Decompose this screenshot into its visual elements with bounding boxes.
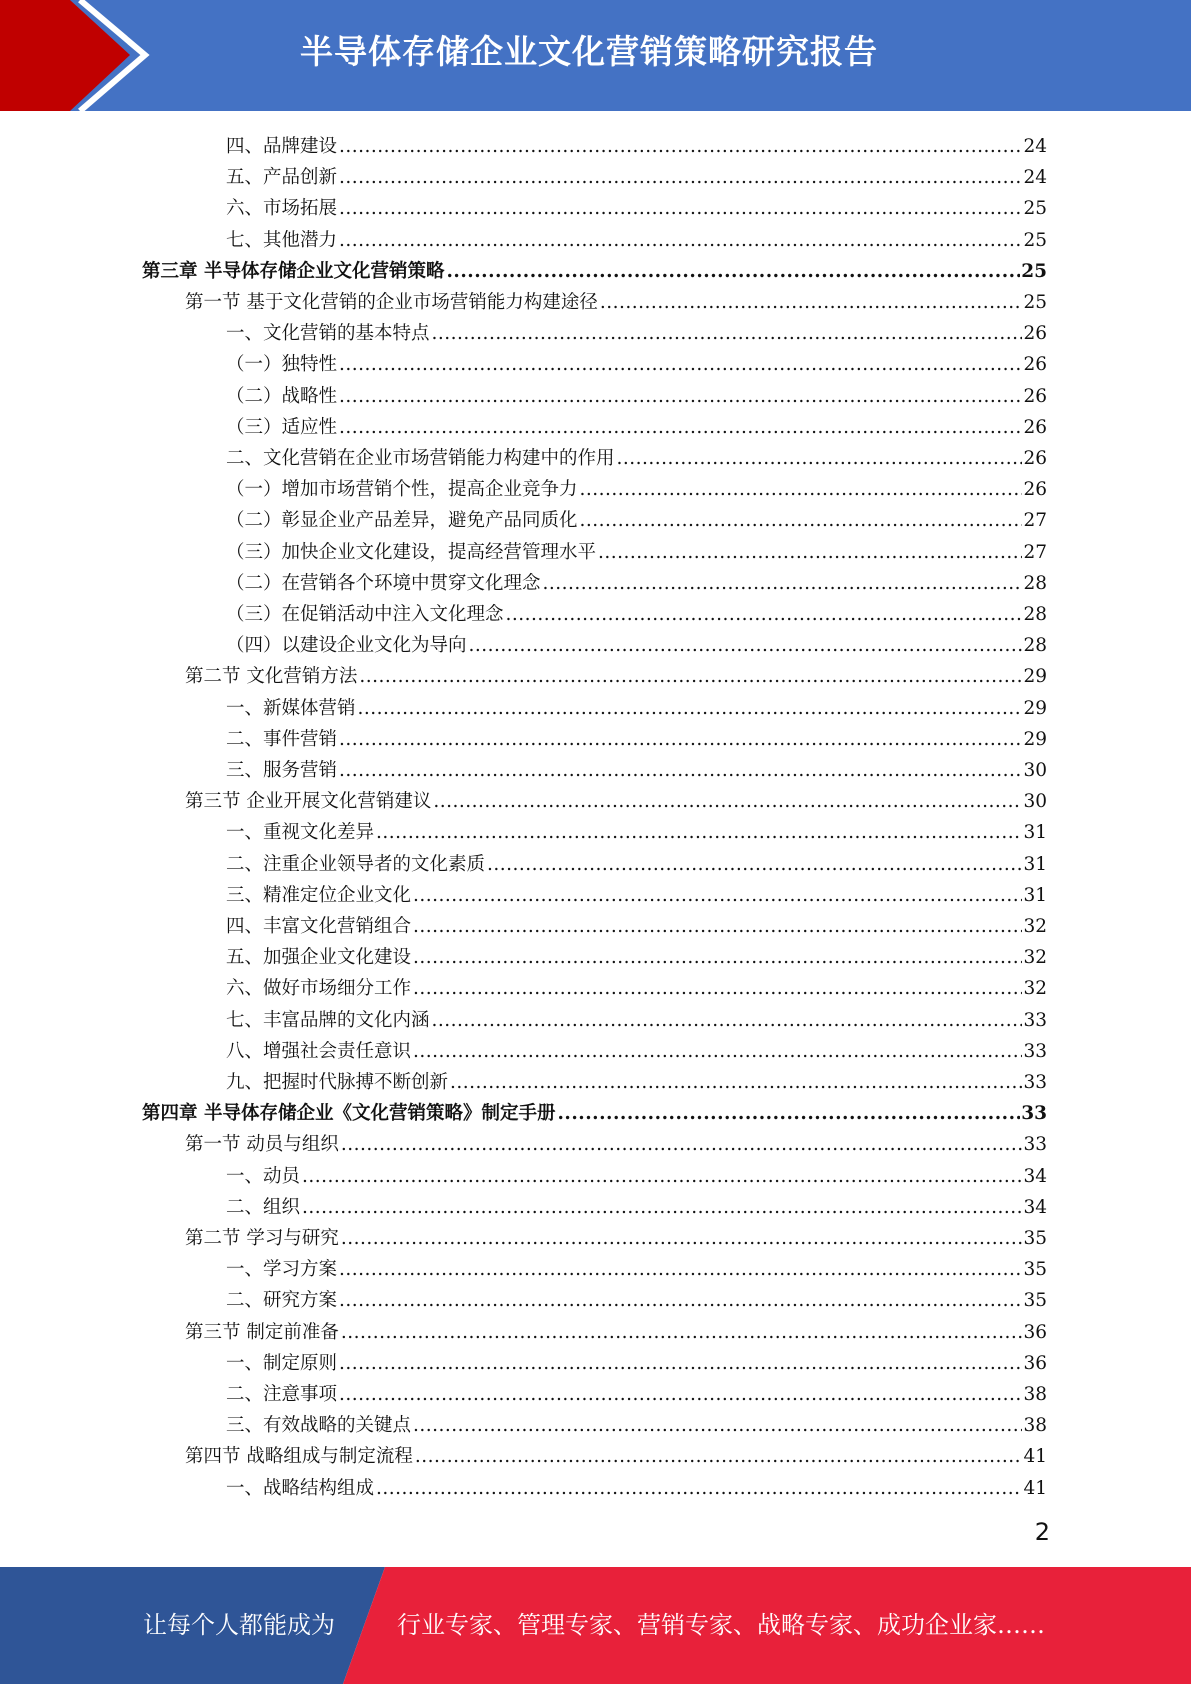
toc-entry-page: 35 bbox=[1023, 1290, 1047, 1312]
toc-entry[interactable] bbox=[226, 189, 1047, 220]
toc-entry-page: 34 bbox=[1023, 1196, 1047, 1218]
toc-leader-dots bbox=[339, 1290, 1022, 1312]
toc-leader-dots bbox=[358, 698, 1023, 720]
toc-entry-label: （二）在营销各个环境中贯穿文化理念 bbox=[226, 572, 541, 594]
toc-leader-dots bbox=[339, 1353, 1022, 1375]
toc-entry-page: 38 bbox=[1023, 1415, 1047, 1437]
toc-entry-page: 30 bbox=[1023, 760, 1047, 781]
toc-entry-label: 三、精准定位企业文化 bbox=[226, 884, 412, 906]
toc-entry-label: 第三节 企业开展文化营销建议 bbox=[185, 791, 432, 813]
toc-entry-label: 第三节 制定前准备 bbox=[185, 1321, 339, 1343]
toc-entry-label: 五、加强企业文化建设 bbox=[226, 947, 412, 969]
toc-entry-label: 四、丰富文化营销组合 bbox=[226, 916, 412, 937]
toc-entry-label: （三）加快企业文化建设，提高经营管理水平 bbox=[226, 541, 597, 563]
toc-entry-page: 25 bbox=[1023, 229, 1047, 251]
toc-leader-dots bbox=[413, 1415, 1022, 1437]
toc-entry[interactable] bbox=[226, 626, 1047, 657]
toc-leader-dots bbox=[341, 1134, 1023, 1156]
toc-entry-page: 25 bbox=[1021, 260, 1047, 282]
footer-slogan-right: 行业专家、管理专家、营销专家、战略专家、成功企业家…… bbox=[397, 1611, 1045, 1639]
toc-entry-label: 二、组织 bbox=[226, 1196, 301, 1218]
toc-entry[interactable] bbox=[185, 657, 1047, 688]
toc-entry-page: 25 bbox=[1023, 198, 1047, 220]
toc-leader-dots bbox=[506, 604, 1023, 626]
toc-entry[interactable] bbox=[226, 845, 1047, 876]
toc-leader-dots bbox=[580, 510, 1023, 532]
toc-leader-dots bbox=[359, 666, 1022, 688]
toc-entry-label: （二）彰显企业产品差异，避免产品同质化 bbox=[226, 510, 578, 532]
toc-entry-page: 38 bbox=[1023, 1384, 1047, 1405]
toc-entry[interactable] bbox=[185, 283, 1047, 314]
toc-leader-dots bbox=[600, 292, 1023, 314]
toc-leader-dots bbox=[543, 573, 1023, 595]
toc-entry[interactable] bbox=[226, 595, 1047, 626]
toc-entry[interactable] bbox=[226, 907, 1047, 938]
toc-entry[interactable] bbox=[226, 501, 1047, 532]
toc-entry-label: （一）增加市场营销个性，提高企业竞争力 bbox=[226, 479, 578, 501]
toc-entry-page: 27 bbox=[1023, 541, 1047, 563]
toc-leader-dots bbox=[339, 354, 1022, 376]
toc-entry-page: 27 bbox=[1023, 510, 1047, 532]
footer-banner bbox=[0, 1567, 1191, 1684]
toc-leader-dots bbox=[339, 417, 1022, 439]
toc-entry[interactable] bbox=[226, 751, 1047, 782]
toc-leader-dots bbox=[339, 136, 1022, 158]
toc-entry-label: 第一节 动员与组织 bbox=[185, 1134, 339, 1156]
toc-entry[interactable] bbox=[226, 720, 1047, 751]
toc-leader-dots bbox=[339, 386, 1022, 408]
toc-entry-page: 26 bbox=[1023, 448, 1047, 469]
toc-entry-page: 31 bbox=[1023, 853, 1047, 875]
toc-leader-dots bbox=[341, 1228, 1023, 1250]
toc-entry-label: （二）战略性 bbox=[226, 385, 338, 407]
toc-entry[interactable] bbox=[226, 1469, 1047, 1500]
document-title: 半导体存储企业文化营销策略研究报告 bbox=[300, 32, 878, 71]
toc-entry[interactable] bbox=[226, 938, 1047, 969]
header-banner bbox=[0, 0, 1191, 111]
toc-leader-dots bbox=[376, 822, 1022, 844]
toc-entry-label: （三）适应性 bbox=[226, 416, 338, 438]
toc-entry-label: 一、文化营销的基本特点 bbox=[226, 323, 430, 345]
toc-entry-page: 29 bbox=[1023, 666, 1047, 688]
toc-leader-dots bbox=[302, 1197, 1022, 1219]
toc-entry[interactable] bbox=[226, 470, 1047, 501]
toc-entry-page: 29 bbox=[1023, 697, 1047, 719]
toc-leader-dots bbox=[487, 854, 1022, 876]
toc-leader-dots bbox=[413, 947, 1022, 969]
toc-leader-dots bbox=[339, 729, 1022, 751]
toc-entry-label: 二、注意事项 bbox=[226, 1384, 338, 1405]
toc-leader-dots bbox=[413, 885, 1022, 907]
toc-entry[interactable] bbox=[226, 345, 1047, 376]
toc-entry-label: （三）在促销活动中注入文化理念 bbox=[226, 604, 504, 625]
toc-entry[interactable] bbox=[226, 1032, 1047, 1063]
toc-entry[interactable] bbox=[226, 439, 1047, 470]
toc-entry-page: 32 bbox=[1023, 978, 1047, 1000]
toc-entry-label: 三、有效战略的关键点 bbox=[226, 1415, 412, 1437]
toc-entry[interactable] bbox=[226, 876, 1047, 907]
toc-entry[interactable] bbox=[226, 314, 1047, 345]
toc-entry-label: 六、市场拓展 bbox=[226, 198, 338, 220]
toc-entry-label: 四、品牌建设 bbox=[226, 136, 338, 157]
toc-leader-dots bbox=[450, 1072, 1022, 1094]
toc-entry[interactable] bbox=[185, 1437, 1047, 1468]
toc-entry[interactable] bbox=[185, 1313, 1047, 1344]
toc-entry-label: 二、文化营销在企业市场营销能力构建中的作用 bbox=[226, 448, 615, 469]
toc-entry-label: 二、研究方案 bbox=[226, 1290, 338, 1312]
toc-entry-page: 29 bbox=[1023, 728, 1047, 750]
toc-entry-page: 24 bbox=[1023, 136, 1047, 157]
toc-entry-page: 34 bbox=[1023, 1165, 1047, 1187]
toc-leader-dots bbox=[557, 1103, 1020, 1125]
toc-leader-dots bbox=[413, 916, 1022, 938]
toc-entry-label: 七、丰富品牌的文化内涵 bbox=[226, 1009, 430, 1031]
toc-entry-label: 一、动员 bbox=[226, 1165, 301, 1187]
page-number: 2 bbox=[1034, 1518, 1050, 1546]
toc-entry[interactable] bbox=[226, 221, 1047, 252]
toc-entry-page: 26 bbox=[1023, 385, 1047, 407]
toc-entry-label: 一、制定原则 bbox=[226, 1352, 338, 1374]
toc-entry-page: 35 bbox=[1023, 1259, 1047, 1281]
toc-entry-page: 24 bbox=[1023, 167, 1047, 189]
toc-entry-label: 第一节 基于文化营销的企业市场营销能力构建途径 bbox=[185, 292, 598, 313]
toc-leader-dots bbox=[446, 261, 1020, 283]
toc-leader-dots bbox=[469, 635, 1023, 657]
toc-entry-label: 二、事件营销 bbox=[226, 728, 338, 750]
toc-leader-dots bbox=[339, 167, 1022, 189]
toc-entry[interactable] bbox=[226, 408, 1047, 439]
toc-entry[interactable] bbox=[142, 1094, 1047, 1125]
toc-leader-dots bbox=[580, 479, 1023, 501]
toc-leader-dots bbox=[376, 1478, 1022, 1500]
toc-entry[interactable] bbox=[226, 1063, 1047, 1094]
toc-leader-dots bbox=[433, 791, 1022, 813]
toc-entry-label: 八、增强社会责任意识 bbox=[226, 1040, 412, 1062]
toc-entry-page: 31 bbox=[1023, 822, 1047, 844]
toc-entry-label: 第四章 半导体存储企业《文化营销策略》制定手册 bbox=[142, 1103, 556, 1125]
toc-entry-label: 第二节 学习与研究 bbox=[185, 1228, 339, 1249]
toc-entry-label: 六、做好市场细分工作 bbox=[226, 978, 412, 1000]
toc-leader-dots bbox=[415, 1446, 1023, 1468]
toc-entry-label: 三、服务营销 bbox=[226, 760, 338, 781]
toc-entry[interactable] bbox=[226, 377, 1047, 408]
toc-leader-dots bbox=[413, 1041, 1022, 1063]
toc-entry[interactable] bbox=[226, 1344, 1047, 1375]
toc-entry[interactable] bbox=[226, 969, 1047, 1000]
toc-entry-label: （一）独特性 bbox=[226, 354, 338, 376]
toc-entry-page: 36 bbox=[1023, 1321, 1047, 1343]
toc-entry[interactable] bbox=[226, 1188, 1047, 1219]
toc-entry-page: 25 bbox=[1023, 292, 1047, 313]
toc-leader-dots bbox=[598, 542, 1022, 564]
toc-entry-page: 26 bbox=[1023, 416, 1047, 438]
toc-entry-page: 30 bbox=[1023, 791, 1047, 813]
toc-entry-label: 二、注重企业领导者的文化素质 bbox=[226, 853, 486, 875]
toc-entry[interactable] bbox=[185, 1219, 1047, 1250]
toc-entry[interactable] bbox=[226, 813, 1047, 844]
toc-entry-label: 一、新媒体营销 bbox=[226, 697, 356, 719]
toc-entry[interactable] bbox=[142, 252, 1047, 283]
toc-entry-page: 35 bbox=[1023, 1228, 1047, 1249]
toc-entry-label: 一、重视文化差异 bbox=[226, 822, 375, 844]
toc-entry-page: 33 bbox=[1023, 1072, 1047, 1093]
toc-entry[interactable] bbox=[226, 1250, 1047, 1281]
toc-entry-label: 第三章 半导体存储企业文化营销策略 bbox=[142, 260, 445, 282]
toc-leader-dots bbox=[432, 1010, 1023, 1032]
toc-entry[interactable] bbox=[226, 1375, 1047, 1406]
toc-entry-page: 41 bbox=[1023, 1446, 1047, 1468]
toc-entry[interactable] bbox=[226, 1281, 1047, 1312]
toc-entry-label: 五、产品创新 bbox=[226, 167, 338, 189]
toc-entry[interactable] bbox=[226, 533, 1047, 564]
toc-entry-page: 32 bbox=[1023, 947, 1047, 969]
toc-entry-page: 33 bbox=[1023, 1040, 1047, 1062]
toc-leader-dots bbox=[617, 448, 1023, 470]
toc-entry-page: 28 bbox=[1023, 604, 1047, 625]
toc-entry-page: 33 bbox=[1023, 1009, 1047, 1031]
toc-leader-dots bbox=[302, 1166, 1022, 1188]
toc-entry[interactable] bbox=[226, 1001, 1047, 1032]
toc-entry-label: 第二节 文化营销方法 bbox=[185, 666, 358, 688]
toc-entry-page: 26 bbox=[1023, 354, 1047, 376]
toc-entry-label: 第四节 战略组成与制定流程 bbox=[185, 1446, 413, 1468]
footer-slogan-left: 让每个人都能成为 bbox=[143, 1611, 335, 1639]
toc-entry-page: 36 bbox=[1023, 1352, 1047, 1374]
toc-entry-page: 33 bbox=[1021, 1103, 1047, 1125]
toc-entry[interactable] bbox=[226, 127, 1047, 158]
toc-leader-dots bbox=[339, 198, 1022, 220]
toc-entry-label: 九、把握时代脉搏不断创新 bbox=[226, 1072, 449, 1093]
toc-entry-page: 28 bbox=[1023, 572, 1047, 594]
toc-entry[interactable] bbox=[226, 564, 1047, 595]
toc-leader-dots bbox=[413, 978, 1022, 1000]
toc-entry-page: 26 bbox=[1023, 479, 1047, 501]
toc-entry[interactable] bbox=[226, 689, 1047, 720]
toc-entry-page: 33 bbox=[1023, 1134, 1047, 1156]
toc-leader-dots bbox=[339, 1384, 1022, 1406]
toc-entry-label: 七、其他潜力 bbox=[226, 229, 338, 251]
toc-entry-page: 32 bbox=[1023, 916, 1047, 937]
toc-entry-page: 41 bbox=[1023, 1477, 1047, 1499]
toc-entry-label: （四）以建设企业文化为导向 bbox=[226, 635, 467, 657]
toc-leader-dots bbox=[341, 1322, 1023, 1344]
toc-entry-label: 一、学习方案 bbox=[226, 1259, 338, 1281]
toc-entry-page: 26 bbox=[1023, 323, 1047, 345]
toc-entry[interactable] bbox=[185, 1125, 1047, 1156]
toc-entry-label: 一、战略结构组成 bbox=[226, 1477, 375, 1499]
toc-entry[interactable] bbox=[226, 1406, 1047, 1437]
toc-entry-page: 28 bbox=[1023, 635, 1047, 657]
toc-entry[interactable] bbox=[185, 782, 1047, 813]
toc-leader-dots bbox=[339, 1259, 1022, 1281]
toc-entry[interactable] bbox=[226, 158, 1047, 189]
toc-leader-dots bbox=[432, 323, 1023, 345]
toc-leader-dots bbox=[339, 230, 1022, 252]
toc-entry[interactable] bbox=[226, 1157, 1047, 1188]
toc-entry-page: 31 bbox=[1023, 884, 1047, 906]
toc-leader-dots bbox=[339, 760, 1022, 782]
